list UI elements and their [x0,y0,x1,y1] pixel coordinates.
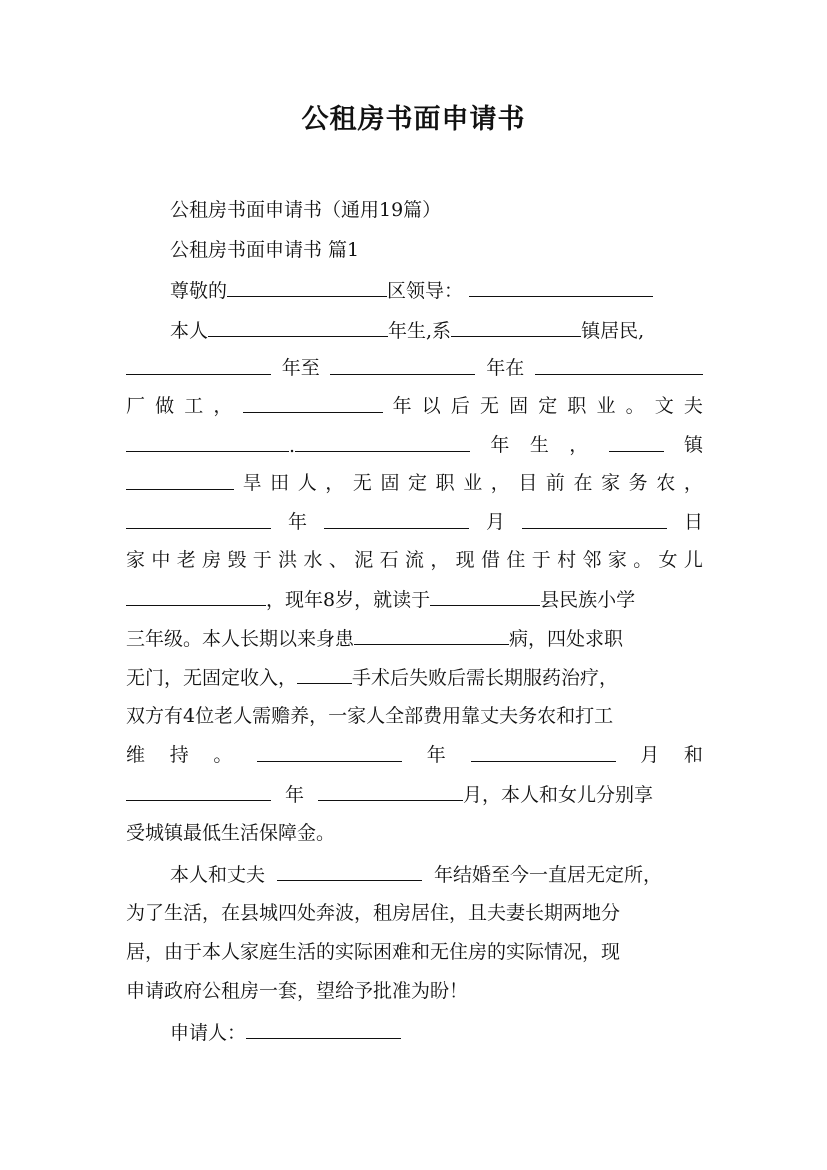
blank-field [243,388,383,413]
paragraph-line: 为了生活，在县城四处奔波，租房居住，且夫妻长期两地分 [126,902,621,924]
blank-field [430,581,540,606]
paragraph-line: . 年 生 ， 镇 [126,427,703,463]
section-heading: 公租房书面申请书 篇1 [170,239,360,261]
applicant-line: 申请人： [170,1014,703,1050]
paragraph-line: 维 持 。 年 月 和 [126,737,703,773]
salutation: 尊敬的 区领导： [170,272,703,308]
blank-field [469,272,653,297]
paragraph-line: 旱 田 人 ， 无 固 定 职 业 ， 目 前 在 家 务 农 ， [126,465,703,501]
blank-field [126,504,271,529]
blank-field [535,350,703,375]
blank-field [522,504,667,529]
paragraph-line: 厂 做 工 ， 年 以 后 无 固 定 职 业 。 文 夫 [126,388,703,424]
blank-field [330,350,475,375]
paragraph-line: 申请政府公租房一套，望给予批准为盼！ [126,980,469,1002]
blank-field [126,776,271,801]
document-title: 公租房书面申请书 [301,104,526,135]
document-subtitle: 公租房书面申请书（通用19篇） [170,199,442,221]
paragraph-line: 双方有4位老人需赡养，一家人全部费用靠丈夫务农和打工 [126,705,614,727]
blank-field [126,465,234,490]
paragraph-line: 年至 年在 [126,350,703,386]
blank-field [318,776,463,801]
paragraph-line: ，现年8岁，就读于 县民族小学 [126,581,703,617]
applicant-signature-field [246,1014,401,1039]
paragraph-line: 无门，无固定收入， 手术后失败后需长期服药治疗， [126,659,703,695]
blank-field [126,350,271,375]
blank-field [277,856,422,881]
paragraph-line: 年 月，本人和女儿分别享 [126,776,703,812]
paragraph-line: 居，由于本人家庭生活的实际困难和无住房的实际情况，现 [126,941,621,963]
blank-field [471,737,616,762]
paragraph-line: 本人 年生,系 镇居民, [170,312,703,348]
blank-field [126,427,289,452]
blank-field [126,581,266,606]
paragraph-line: 年 月 日 [126,504,703,540]
blank-field [609,427,664,452]
paragraph-line: 三年级。本人长期以来身患 病，四处求职 [126,620,703,656]
blank-field [354,620,509,645]
paragraph-line: 家 中 老 房 毁 于 洪 水 、 泥 石 流 ， 现 借 住 于 村 邻 家 。 女 儿 [126,549,703,571]
paragraph-line: 本人和丈夫 年结婚至今一直居无定所， [170,856,703,892]
blank-field [451,312,581,337]
blank-field [208,312,388,337]
blank-field [227,272,387,297]
blank-field [297,659,352,684]
blank-field [324,504,469,529]
blank-field [295,427,470,452]
blank-field [257,737,402,762]
paragraph-line: 受城镇最低生活保障金。 [126,822,336,844]
